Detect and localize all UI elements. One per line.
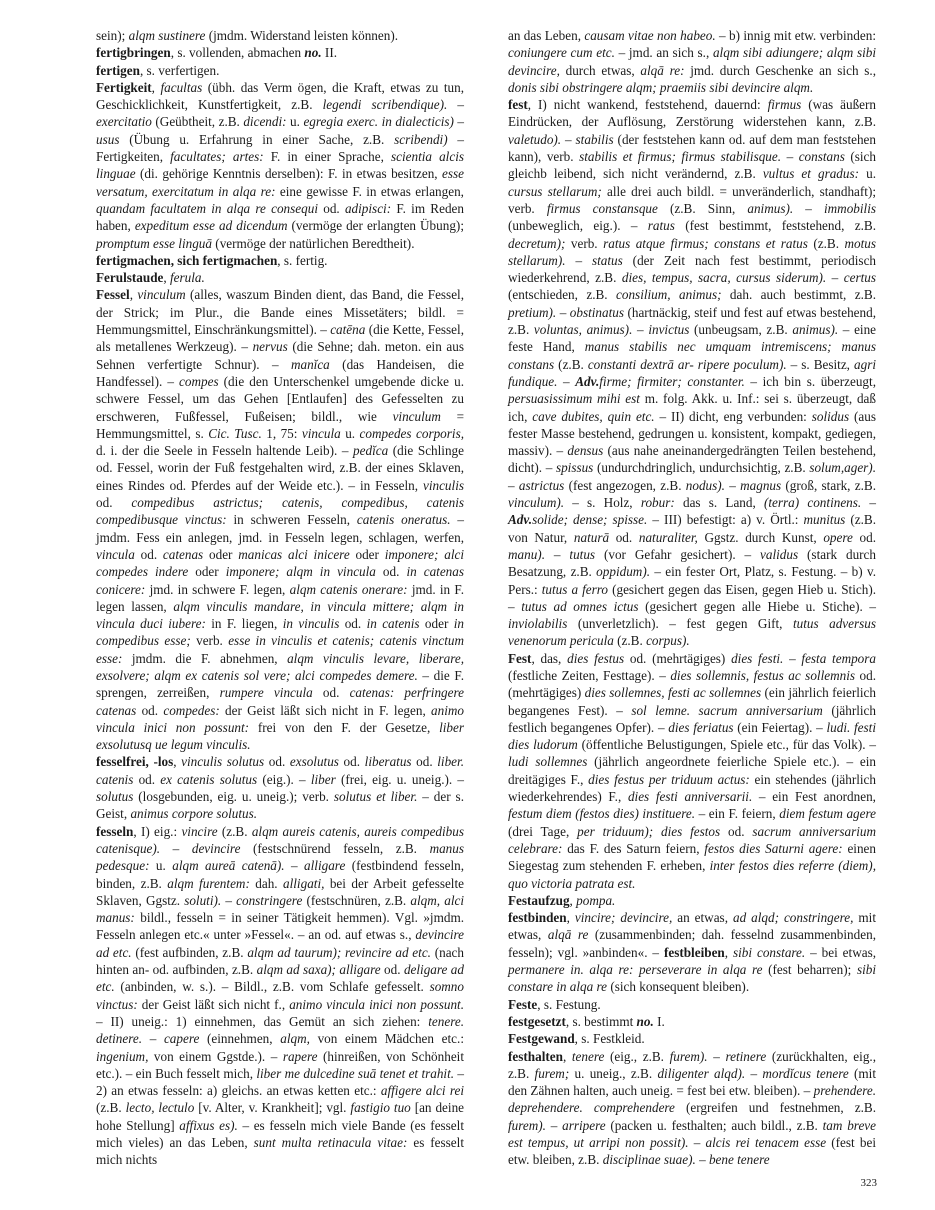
dictionary-entry: an das Leben, causam vitae non habeo. – b) innig mit etw. verbinden: coniungere cum etc. – jmd. an sich s., alqm sibi adiungere; alqm sibi devincire, durch etwas, alqā re: jmd. durch Geschenke an sich s., donis sibi obstringere alqm; praemiis sibi devincire alqm. [508, 28, 877, 95]
page-number: 323 [860, 1177, 877, 1189]
right-column [508, 27, 876, 1169]
dictionary-entry: sein); alqm sustinere (jmdm. Widerstand leisten können). [96, 28, 399, 43]
dictionary-entry: fertigbringen, s. vollenden, abmachen no. II. [96, 45, 338, 61]
dictionary-entry: fesseln, I) eig.: vincire (z.B. alqm aureis catenis, aureis compedibus catenisque). – devincire (festschnürend fesseln, z.B. manus pedesque: u. alqm aureā catenā). – alligare (festbindend fesseln, binden, z.B. alqm furentem: dah. alligati, bei der Arbeit gefesselte Sklaven, Ggstz. soluti). – constringere (festschnüren, z.B. alqm, alci manus: bildl., fesseln = in seiner Tätigkeit hemmen). Vgl. »jmdm. Fesseln anlegen etc.« unter »Fessel«. – an od. auf etwas s., devincire ad etc. (fest aufbinden, z.B. alqm ad taurum); revincire ad etc. (nach hinten an- od. aufbinden, z.B. alqm ad saxa); alligare od. deligare ad etc. (anbinden, w. s.). – Bildl., z.B. vom Schlafe gefesselt. somno vinctus: der Geist läßt sich nicht f., animo vincula inici non possunt. – II) uneig.: 1) einnehmen, das Gemüt an sich ziehen: tenere. detinere. – capere (einnehmen, alqm, von einem Mädchen etc.: ingenium, von einem Ggstde.). – rapere (hinreißen, von Schönheit etc.). – ein Buch fesselt mich, liber me dulcedine suā tenet et trahit. – 2) an etwas fesseln: a) gleichs. an etwas ketten etc.: affigere alci rei (z.B. lecto, lectulo [v. Alter, v. Krankheit]; vgl. fastigio tuo [an deine hohe Stellung] affixus es). – es fesseln mich viele Bande (es fesselt mich vieles) an das Leben, sunt multa retinacula vitae: es fesselt mich nichts [96, 823, 465, 1168]
dictionary-entry: festgesetzt, s. bestimmt no. I. [508, 1013, 665, 1029]
dictionary-entry: Fest, das, dies festus od. (mehrtägiges) dies festi. – festa tempora (festliche Zeiten, Festtage). – dies sollemnis, festus ac sollemnis od. (mehrtägiges) dies sollemnes, festi ac sollemnes (ein jährlich feierlich begangenes Fest). – sol lemne. sacrum anniversarium (jährlich festlich begangenes Opfer). – dies feriatus (ein Feiertag). – ludi. festi dies ludorum (öffentliche Belustigungen, Spiele etc., für das Volk). – ludi sollemnes (jährlich angeordnete feierliche Spiele etc.). – ein dreitägiges F., dies festus per triduum actus: ein stehendes (jährlich wiederkehrendes) F., dies festi anniversarii. – ein Fest anordnen, festum diem (festos dies) instituere. – ein F. feiern, diem festum agere (drei Tage, per triduum); dies festos od. sacrum anniversarium celebrare: das F. des Saturn feiern, festos dies Saturni agere: einen Siegestag zum stehenden F. erheben, inter festos dies referre (diem), quo victoria patrata est. [508, 650, 877, 891]
dictionary-entry: festbinden, vincire; devincire, an etwas, ad alqd; constringere, mit etwas, alqā re (zusammenbinden; dah. fesselnd zusammenbinden, fesseln); vgl. »anbinden«. – festbleiben, sibi constare. – bei etwas, permanere in. alqa re: perseverare in alqa re (fest beharren); sibi constare in alqa re (sich konsequent bleiben). [508, 910, 877, 995]
dictionary-entry: Fessel, vinculum (alles, waszum Binden dient, das Band, die Fessel, der Strick; im Plur., die Bande eines Missetäters; bildl. = Hemmungsmittel, Einschränkungsmittel). – catēna (die Kette, Fessel, als metallenes Werkzeug). – nervus (die Sehne; dah. meton. ein aus Sehnen verfertigte Schnur). – manĭca (das Handeisen, die Handfessel). – compes (die den Unterschenkel umgebende dicke u. schwere Fessel, um das Gehen [Entlaufen] des Gefesselten zu erschweren, Fußfessel, Fußeisen; bildl., wie vinculum = Hemmungsmittel, s. Cic. Tusc. 1, 75: vincula u. compedes corporis, d. i. der die Seele in Fesseln haltende Leib). – pedĭca (die Schlinge od. Fessel, worin der Fuß festgehalten wird, z.B. der eines Sklaven, eines Rindes od. Pferdes auf der Weide etc.). – in Fesseln, vinculis od. compedibus astrictus; catenis, compedibus, catenis compedibusque vinctus: in schweren Fesseln, catenis oneratus. – jmdm. Fess ein anlegen, jmd. in Fesseln legen, schlagen, werfen, vincula od. catenas oder manicas alci inicere oder imponere; alci compedes indere oder imponere; alqm in vincula od. in catenas conicere: jmd. in schwere F. legen, alqm catenis onerare: jmd. in F. legen lassen, alqm vinculis mandare, in vincula mittere; alqm in vincula duci iubere: in F. liegen, in vinculis od. in catenis oder in compedibus esse; verb. esse in vinculis et catenis; catenis vinctum esse: jmdm. die F. abnehmen, alqm vinculis levare, liberare, exsolvere; alqm ex catenis sol vere; alci compedes demere. – die F. sprengen, zerreißen, rumpere vincula od. catenas: perfringere catenas od. compedes: der Geist läßt sich nicht in F. legen, animo vincula inici non possunt: frei von den F. der Gesetze, liber exsolutusq ue legum vinculis. [96, 287, 465, 753]
dictionary-entry: Ferulstaude, ferula. [96, 270, 205, 286]
dictionary-entry: Feste, s. Festung. [508, 996, 601, 1012]
dictionary-entry: fertigmachen, sich fertigmachen, s. fertig. [96, 252, 328, 268]
dictionary-entry: Fertigkeit, facultas (übh. das Verm ögen, die Kraft, etwas zu tun, Geschicklichkeit, Kunstfertigkeit, z.B. legendi scribendique). – exercitatio (Geübtheit, z.B. dicendi: u. egregia exerc. in dialecticis) – usus (Übung u. Erfahrung in einer Sache, z.B. scribendi) – Fertigkeiten, facultates; artes: F. in einer Sprache, scientia alcis linguae (di. gehörige Kenntnis derselben): F. in etwas besitzen, esse versatum, exercitatum in alqa re: eine gewisse F. in etwas erlangen, quandam facultatem in alqa re consequi od. adipisci: F. im Reden haben, expeditum esse ad dicendum (vermöge der erlangten Übung); promptum esse linguā (vermöge der natürlichen Beredtheit). [96, 79, 465, 251]
dictionary-entry: Festaufzug, pompa. [508, 892, 616, 908]
dictionary-entry: fertigen, s. verfertigen. [96, 62, 220, 78]
dictionary-entry: fesselfrei, -los, vinculis solutus od. exsolutus od. liberatus od. liber. catenis od. ex catenis solutus (eig.). – liber (frei, eig. u. uneig.). – solutus (losgebunden, eig. u. uneig.); verb. solutus et liber. – der s. Geist, animus corpore solutus. [96, 754, 464, 822]
dictionary-entry: festhalten, tenere (eig., z.B. furem). – retinere (zurückhalten, eig., z.B. furem; u. uneig., z.B. diligenter alqd). – mordĭcus tenere (mit den Zähnen halten, auch uneig. = fest bei etw. bleiben). – prehendere. deprehendere. comprehendere (ergreifen und festnehmen, z.B. furem). – arripere (packen u. festhalten; auch bildl., z.B. tam breve est tempus, ut arripi non possit). – alcis rei tenacem esse (fest bei etw. bleiben, z.B. disciplinae suae). – bene tenere [508, 1048, 877, 1168]
dictionary-entry: Festgewand, s. Festkleid. [508, 1031, 645, 1047]
dictionary-entry: fest, I) nicht wankend, feststehend, dauernd: firmus (was äußern Eindrücken, der Auflösung, Zerstörung widerstehen kann, z.B. valetudo). – stabilis (der feststehen kann od. auf dem man feststehen kann), verb. stabilis et firmus; firmus stabilisque. – constans (sich gleichb leibend, sich nicht verändernd, z.B. vultus et gradus: u. cursus stellarum; alle drei auch bildl. = unveränderlich, standhaft); verb. firmus constansque (z.B. Sinn, animus). – immobilis (unbeweglich, eig.). – ratus (fest bestimmt, feststehend, z.B. decretum); verb. ratus atque firmus; constans et ratus (z.B. motus stellarum). – status (der Zeit nach fest bestimmt, periodisch wiederkehrend, z.B. dies, tempus, sacra, cursus siderum). – certus (entschieden, z.B. consilium, animus; dah. auch bestimmt, z.B. pretium). – obstinatus (hartnäckig, steif und fest auf etwas bestehend, z.B. voluntas, animus). – invictus (unbeugsam, z.B. animus). – eine feste Hand, manus stabilis nec umquam intremiscens; manus constans (z.B. constanti dextrā ar- ripere poculum). – s. Besitz, agri fundique. – Adv.firme; firmiter; constanter. – ich bin s. überzeugt, persuasissimum mihi est m. folg. Akk. u. Inf.: sei s. überzeugt, daß ich, cave dubites, quin etc. – II) dicht, eng verbunden: solidus (aus fester Masse bestehend, gedrungen u. konsistent, kompakt, gediegen, massiv). – densus (aus nahe aneinandergedrängten Teilen bestehend, dicht). – spissus (undurchdringlich, undurchsichtig, z.B. solum,ager). – astrictus (fest angezogen, z.B. nodus). – magnus (groß, stark, z.B. vinculum). – s. Holz, robur: das s. Land, (terra) continens. – Adv.solide; dense; spisse. – III) befestigt: a) v. Örtl.: munitus (z.B. von Natur, naturā od. naturaliter, Ggstz. durch Kunst, opere od. manu). – tutus (vor Gefahr gesichert). – validus (stark durch Besatzung, z.B. oppidum). – ein fester Ort, Platz, s. Festung. – b) v. Pers.: tutus a ferro (gesichert gegen das Eisen, gegen Hieb u. Stich). – tutus ad omnes ictus (gesichert gegen alle Hiebe u. Stiche). – inviolabilis (unverletzlich). – fest gegen Gift, tutus adversus venenorum pericula (z.B. corpus). [508, 97, 877, 649]
left-column [96, 27, 464, 1169]
